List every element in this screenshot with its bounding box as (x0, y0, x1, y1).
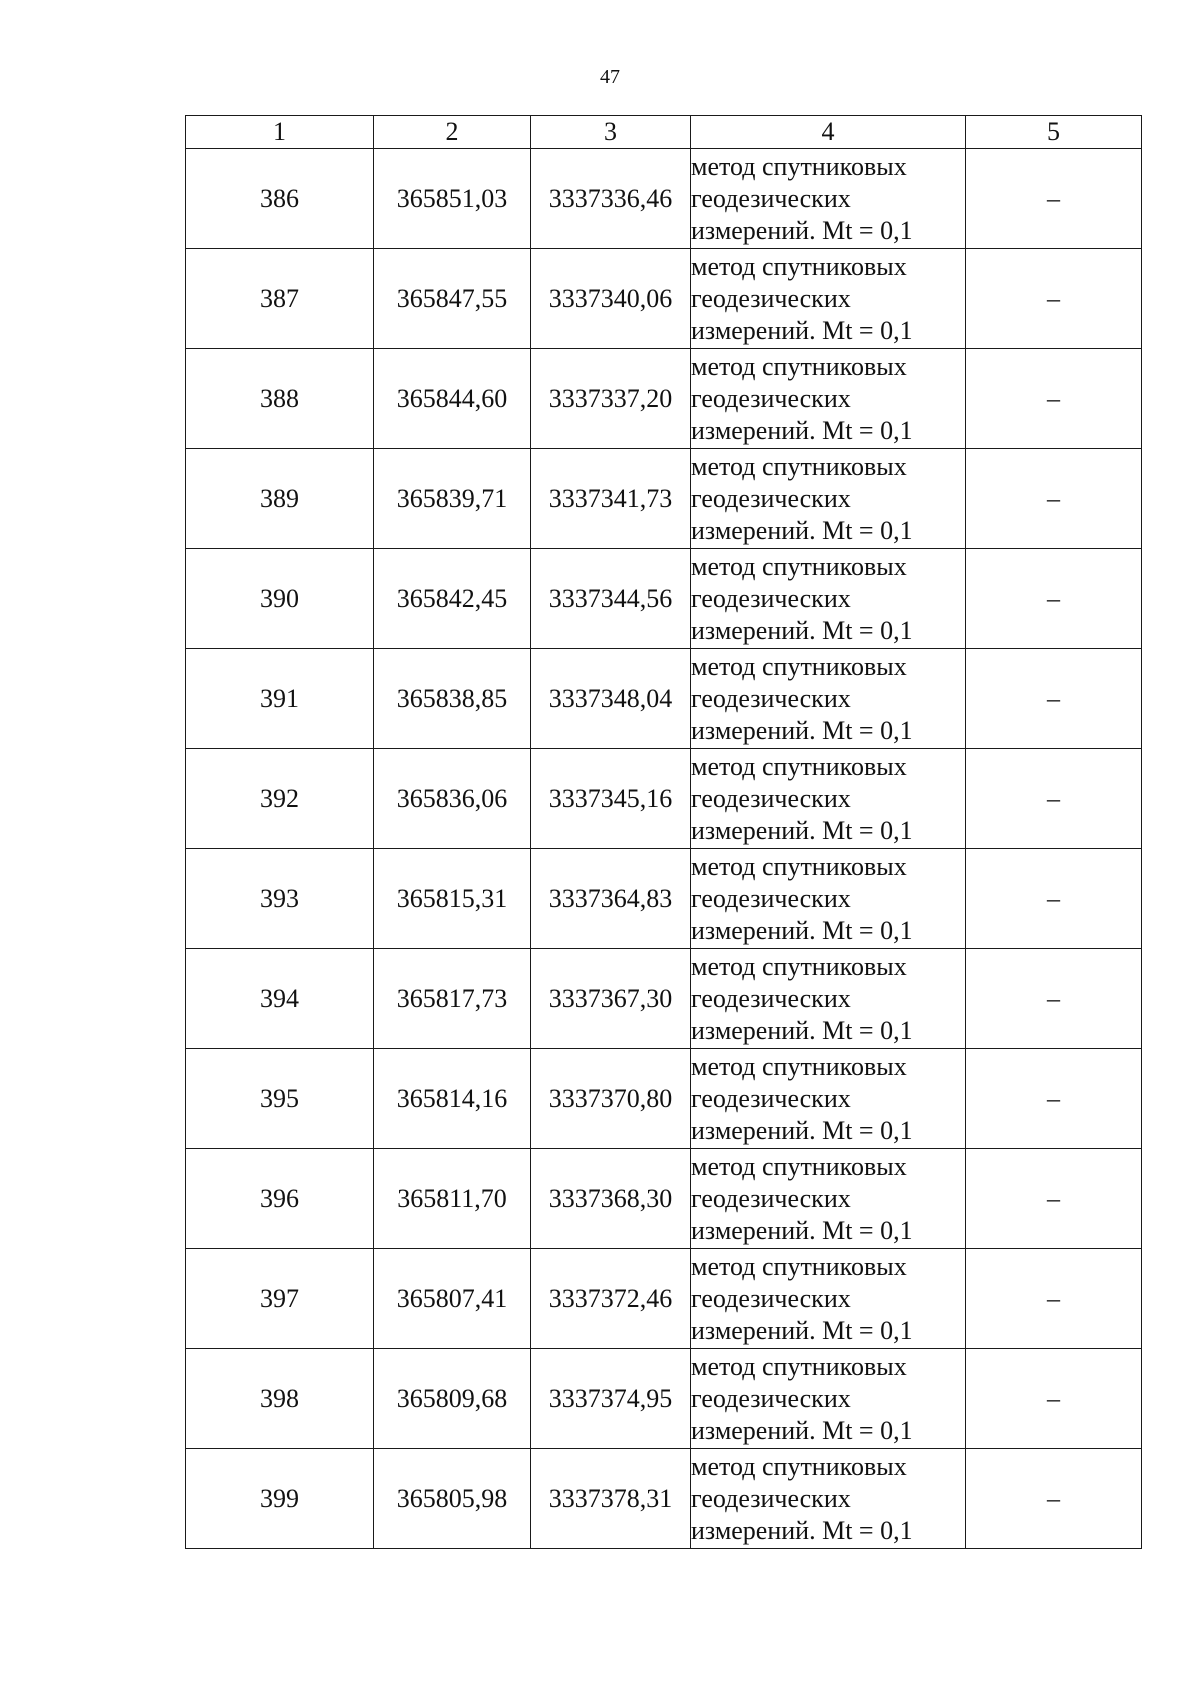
table-row (186, 349, 1142, 449)
table-row (186, 1349, 1142, 1449)
x-coordinate-cell: 365847,55 (374, 249, 531, 349)
point-number-cell: 395 (186, 1049, 374, 1149)
x-coordinate-cell: 365842,45 (374, 549, 531, 649)
y-coordinate-cell: 3337344,56 (531, 549, 691, 649)
y-coordinate-cell: 3337372,46 (531, 1249, 691, 1349)
note-cell: – (966, 649, 1142, 749)
note-cell: – (966, 1149, 1142, 1249)
method-line: геодезических (691, 583, 851, 613)
point-number-cell: 386 (186, 149, 374, 249)
table-row (186, 1049, 1142, 1149)
method-cell (691, 949, 966, 1049)
y-coordinate-cell: 3337370,80 (531, 1049, 691, 1149)
method-cell (691, 749, 966, 849)
point-number-cell: 389 (186, 449, 374, 549)
point-number-cell: 397 (186, 1249, 374, 1349)
method-cell (691, 149, 966, 249)
note-cell: – (966, 1449, 1142, 1549)
x-coordinate-cell: 365838,85 (374, 649, 531, 749)
table-row (186, 649, 1142, 749)
method-line: геодезических (691, 383, 851, 413)
method-line: метод спутниковых (691, 1451, 907, 1481)
method-line: метод спутниковых (691, 851, 907, 881)
method-line: геодезических (691, 983, 851, 1013)
method-line: измерений. Mt = 0,1 (691, 1415, 913, 1445)
method-line: метод спутниковых (691, 551, 907, 581)
method-line: геодезических (691, 1383, 851, 1413)
column-header-2: 2 (374, 116, 531, 149)
x-coordinate-cell: 365817,73 (374, 949, 531, 1049)
method-cell (691, 1149, 966, 1249)
method-line: метод спутниковых (691, 451, 907, 481)
x-coordinate-cell: 365809,68 (374, 1349, 531, 1449)
point-number-cell: 393 (186, 849, 374, 949)
y-coordinate-cell: 3337348,04 (531, 649, 691, 749)
x-coordinate-cell: 365815,31 (374, 849, 531, 949)
method-cell (691, 1349, 966, 1449)
note-cell: – (966, 749, 1142, 849)
method-line: геодезических (691, 1283, 851, 1313)
point-number-cell: 388 (186, 349, 374, 449)
note-cell: – (966, 149, 1142, 249)
table-row (186, 849, 1142, 949)
y-coordinate-cell: 3337337,20 (531, 349, 691, 449)
method-line: метод спутниковых (691, 1351, 907, 1381)
method-line: измерений. Mt = 0,1 (691, 315, 913, 345)
table-row (186, 549, 1142, 649)
table-row (186, 1249, 1142, 1349)
note-cell: – (966, 249, 1142, 349)
y-coordinate-cell: 3337378,31 (531, 1449, 691, 1549)
table-row (186, 149, 1142, 249)
column-header-5: 5 (966, 116, 1142, 149)
method-cell (691, 1449, 966, 1549)
method-line: измерений. Mt = 0,1 (691, 1315, 913, 1345)
method-line: метод спутниковых (691, 1051, 907, 1081)
column-header-4: 4 (691, 116, 966, 149)
x-coordinate-cell: 365807,41 (374, 1249, 531, 1349)
coordinates-table-container (185, 115, 1141, 1549)
method-line: измерений. Mt = 0,1 (691, 415, 913, 445)
method-line: измерений. Mt = 0,1 (691, 515, 913, 545)
x-coordinate-cell: 365844,60 (374, 349, 531, 449)
point-number-cell: 387 (186, 249, 374, 349)
point-number-cell: 394 (186, 949, 374, 1049)
y-coordinate-cell: 3337341,73 (531, 449, 691, 549)
note-cell: – (966, 1049, 1142, 1149)
method-line: геодезических (691, 283, 851, 313)
method-line: геодезических (691, 1083, 851, 1113)
method-line: метод спутниковых (691, 651, 907, 681)
x-coordinate-cell: 365836,06 (374, 749, 531, 849)
method-cell (691, 349, 966, 449)
method-line: геодезических (691, 883, 851, 913)
table-body (186, 149, 1142, 1549)
note-cell: – (966, 949, 1142, 1049)
method-cell (691, 1049, 966, 1149)
method-line: геодезических (691, 1183, 851, 1213)
method-cell (691, 1249, 966, 1349)
x-coordinate-cell: 365839,71 (374, 449, 531, 549)
method-line: измерений. Mt = 0,1 (691, 715, 913, 745)
method-line: геодезических (691, 183, 851, 213)
note-cell: – (966, 1349, 1142, 1449)
point-number-cell: 390 (186, 549, 374, 649)
table-row (186, 449, 1142, 549)
x-coordinate-cell: 365814,16 (374, 1049, 531, 1149)
y-coordinate-cell: 3337364,83 (531, 849, 691, 949)
method-line: геодезических (691, 483, 851, 513)
method-line: метод спутниковых (691, 151, 907, 181)
note-cell: – (966, 349, 1142, 449)
method-line: метод спутниковых (691, 251, 907, 281)
method-line: геодезических (691, 1483, 851, 1513)
table-row (186, 749, 1142, 849)
method-cell (691, 549, 966, 649)
note-cell: – (966, 549, 1142, 649)
method-line: измерений. Mt = 0,1 (691, 215, 913, 245)
method-line: измерений. Mt = 0,1 (691, 815, 913, 845)
y-coordinate-cell: 3337345,16 (531, 749, 691, 849)
page-number: 47 (600, 66, 620, 88)
method-line: геодезических (691, 783, 851, 813)
point-number-cell: 396 (186, 1149, 374, 1249)
point-number-cell: 398 (186, 1349, 374, 1449)
point-number-cell: 392 (186, 749, 374, 849)
method-line: измерений. Mt = 0,1 (691, 615, 913, 645)
method-cell (691, 849, 966, 949)
method-line: метод спутниковых (691, 351, 907, 381)
table-row (186, 249, 1142, 349)
method-line: измерений. Mt = 0,1 (691, 1015, 913, 1045)
point-number-cell: 399 (186, 1449, 374, 1549)
table-header-row (186, 116, 1142, 149)
method-line: геодезических (691, 683, 851, 713)
coordinates-table (185, 115, 1142, 1549)
y-coordinate-cell: 3337336,46 (531, 149, 691, 249)
x-coordinate-cell: 365805,98 (374, 1449, 531, 1549)
point-number-cell: 391 (186, 649, 374, 749)
method-cell (691, 649, 966, 749)
table-row (186, 949, 1142, 1049)
method-line: измерений. Mt = 0,1 (691, 1515, 913, 1545)
column-header-1: 1 (186, 116, 374, 149)
note-cell: – (966, 849, 1142, 949)
table-row (186, 1449, 1142, 1549)
method-line: метод спутниковых (691, 1151, 907, 1181)
column-header-3: 3 (531, 116, 691, 149)
y-coordinate-cell: 3337340,06 (531, 249, 691, 349)
note-cell: – (966, 449, 1142, 549)
method-cell (691, 449, 966, 549)
x-coordinate-cell: 365811,70 (374, 1149, 531, 1249)
method-line: метод спутниковых (691, 951, 907, 981)
x-coordinate-cell: 365851,03 (374, 149, 531, 249)
note-cell: – (966, 1249, 1142, 1349)
method-line: метод спутниковых (691, 751, 907, 781)
method-cell (691, 249, 966, 349)
y-coordinate-cell: 3337367,30 (531, 949, 691, 1049)
method-line: метод спутниковых (691, 1251, 907, 1281)
y-coordinate-cell: 3337374,95 (531, 1349, 691, 1449)
method-line: измерений. Mt = 0,1 (691, 1115, 913, 1145)
method-line: измерений. Mt = 0,1 (691, 1215, 913, 1245)
table-row (186, 1149, 1142, 1249)
method-line: измерений. Mt = 0,1 (691, 915, 913, 945)
y-coordinate-cell: 3337368,30 (531, 1149, 691, 1249)
